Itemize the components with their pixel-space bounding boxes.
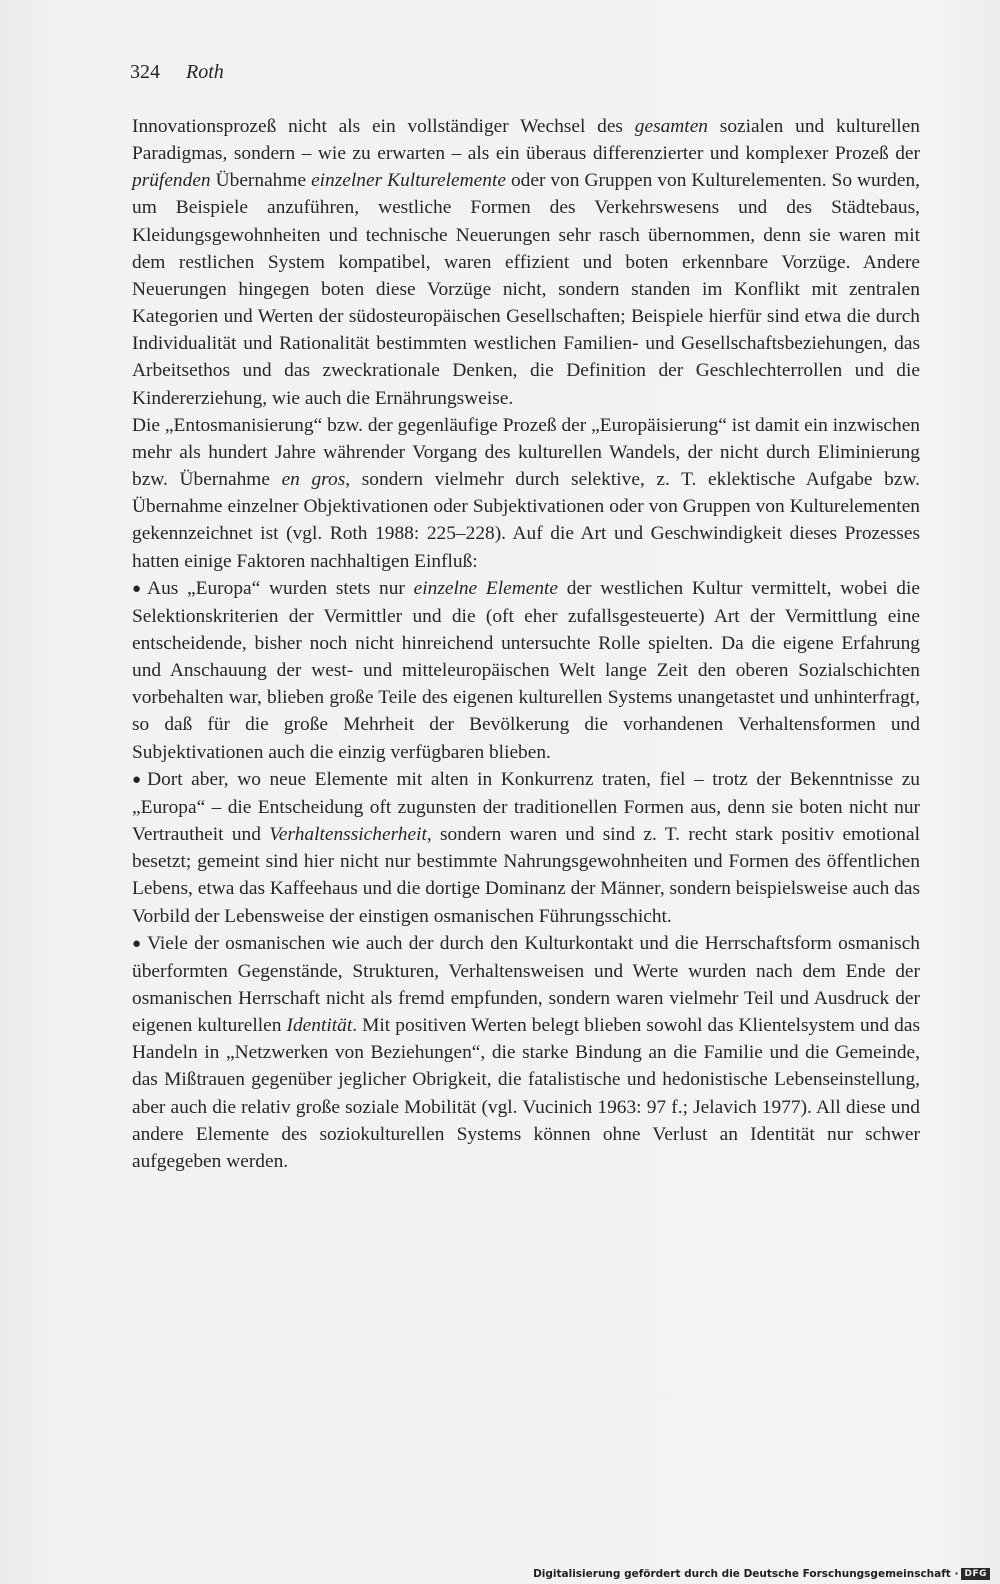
text-run: Aus „Europa“ wurden stets nur — [147, 577, 414, 599]
text-run: Dort aber, wo neue Elemente mit alten in Konkurrenz traten, fiel – trotz der Bekenntnisse zu „Europa“ – die Entscheidung oft zugunsten der traditionellen Formen aus, denn sie boten nicht nur Vertrautheit und — [132, 768, 920, 846]
bullet-icon: ● — [132, 580, 142, 597]
bullet-item — [132, 930, 920, 1175]
bullet-icon: ● — [132, 935, 142, 952]
text-run: Übernahme — [210, 170, 312, 192]
text-run: Innovationsprozeß nicht als ein vollständiger Wechsel des — [132, 116, 635, 137]
bullet-icon: ● — [132, 771, 142, 788]
paragraph — [132, 113, 920, 412]
bullet-item — [132, 575, 920, 766]
bullet-item — [132, 766, 920, 930]
digitization-footer — [533, 1568, 990, 1580]
emphasis: Verhaltenssicherheit — [269, 824, 427, 846]
paragraph — [132, 412, 920, 575]
emphasis: einzelner Kulturelemente — [311, 170, 506, 192]
running-head — [130, 58, 224, 86]
text-run: . Mit positiven Werten belegt blieben sowohl das Klientelsystem und das Handeln in „Netzwerken von Beziehungen“, die starke Bindung an die Familie und die Gemeinde, das Mißtrauen gegenüber jeglicher Obrigkeit, die fatalistische und hedonistische Lebenseinstellung, aber auch die relativ große soziale Mobilität (vgl. Vucinich 1963: 97 f.; Jelavich 1977). All diese und andere Elemente des soziokulturellen Systems können ohne Verlust an Identität nur schwer aufgegeben werden. — [132, 1015, 920, 1172]
text-run: sozialen und kulturellen Paradigmas, sondern – wie zu erwarten – als ein überaus differenzierter und komplexer Prozeß der — [132, 116, 920, 165]
emphasis: einzelne Elemente — [413, 577, 559, 599]
text-run: Viele der osmanischen wie auch der durch den Kulturkontakt und die Herrschaftsform osmanisch überformten Gegenstände, Strukturen, Verhaltensweisen und Werte wurden nach dem Ende der osmanischen Herrschaft nicht als fremd empfunden, sondern waren vielmehr Teil und Ausdruck der eigenen kulturellen — [132, 932, 920, 1037]
running-head-author: Roth — [186, 61, 224, 83]
text-run: Die „Entosmanisierung“ bzw. der gegenläufige Prozeß der „Europäisierung“ ist damit ein inzwischen mehr als hundert Jahre währender Vorgang des kulturellen Wandels, der nicht durch Eliminierung bzw. Übernahme — [132, 414, 920, 491]
text-run: , sondern vielmehr durch selektive, z. T. eklektische Aufgabe bzw. Übernahme einzelner Objektivationen oder Subjektivationen oder von Gruppen von Kulturelementen gekennzeichnet ist (vgl. Roth 1988: 225–228). Auf die Art und Geschwindigkeit dieses Prozesses hatten einige Faktoren nachhaltigen Einfluß: — [132, 469, 921, 572]
emphasis: prüfenden — [132, 170, 211, 192]
text-run: der westlichen Kultur vermittelt, wobei die Selektionskriterien der Vermittler und die (oft eher zufallsgesteuerte) Art der Vermittlung eine entscheidende, bisher noch nicht hinreichend untersuchte Rolle spielten. Da die eigene Erfahrung und Anschauung der west- und mitteleuropäischen Welt lange Zeit den oberen Sozialschichten vorbehalten war, blieben große Teile des eigenen kulturellen Systems unangetastet und unhinterfragt, so daß für die große Mehrheit der Bevölkerung die vorhandenen Verhaltensformen und Subjektivationen auch die einzig verfügbaren blieben. — [132, 577, 920, 763]
emphasis: Identität — [286, 1015, 353, 1037]
emphasis: gesamten — [634, 116, 709, 137]
page-number: 324 — [130, 61, 160, 83]
dfg-logo-icon: DFG — [961, 1568, 990, 1580]
footer-text: Digitalisierung gefördert durch die Deutsche Forschungsgemeinschaft · — [533, 1568, 959, 1580]
text-run: , sondern waren und sind z. T. recht stark positiv emotional besetzt; gemeint sind hier nicht nur bestimmte Nahrungsgewohnheiten und Formen des öffentlichen Lebens, etwa das Kaffeehaus und die dortige Dominanz der Männer, sondern beispielsweise auch das Vorbild der Lebensweise der einstigen osmanischen Führungsschicht. — [132, 824, 920, 927]
text-run: oder von Gruppen von Kulturelementen. So wurden, um Beispiele anzuführen, westliche Formen des Verkehrswesens und des Städtebaus, Kleidungsgewohnheiten und technische Neuerungen sehr rasch übernommen, denn sie waren mit dem restlichen System kompatibel, waren effizient und boten erkennbare Vorzüge. Andere Neuerungen hingegen boten diese Vorzüge nicht, sondern standen im Konflikt mit zentralen Kategorien und Werten der südosteuropäischen Gesellschaften; Beispiele hierfür sind etwa die durch Individualität und Rationalität bestimmten westlichen Familien- und Gesellschaftsbeziehungen, das Arbeitsethos und das zweckrationale Denken, die Definition der Geschlechterrollen und die Kindererziehung, wie auch die Ernährungsweise. — [132, 170, 920, 409]
emphasis: en gros — [281, 469, 346, 491]
body-text — [132, 113, 920, 1175]
